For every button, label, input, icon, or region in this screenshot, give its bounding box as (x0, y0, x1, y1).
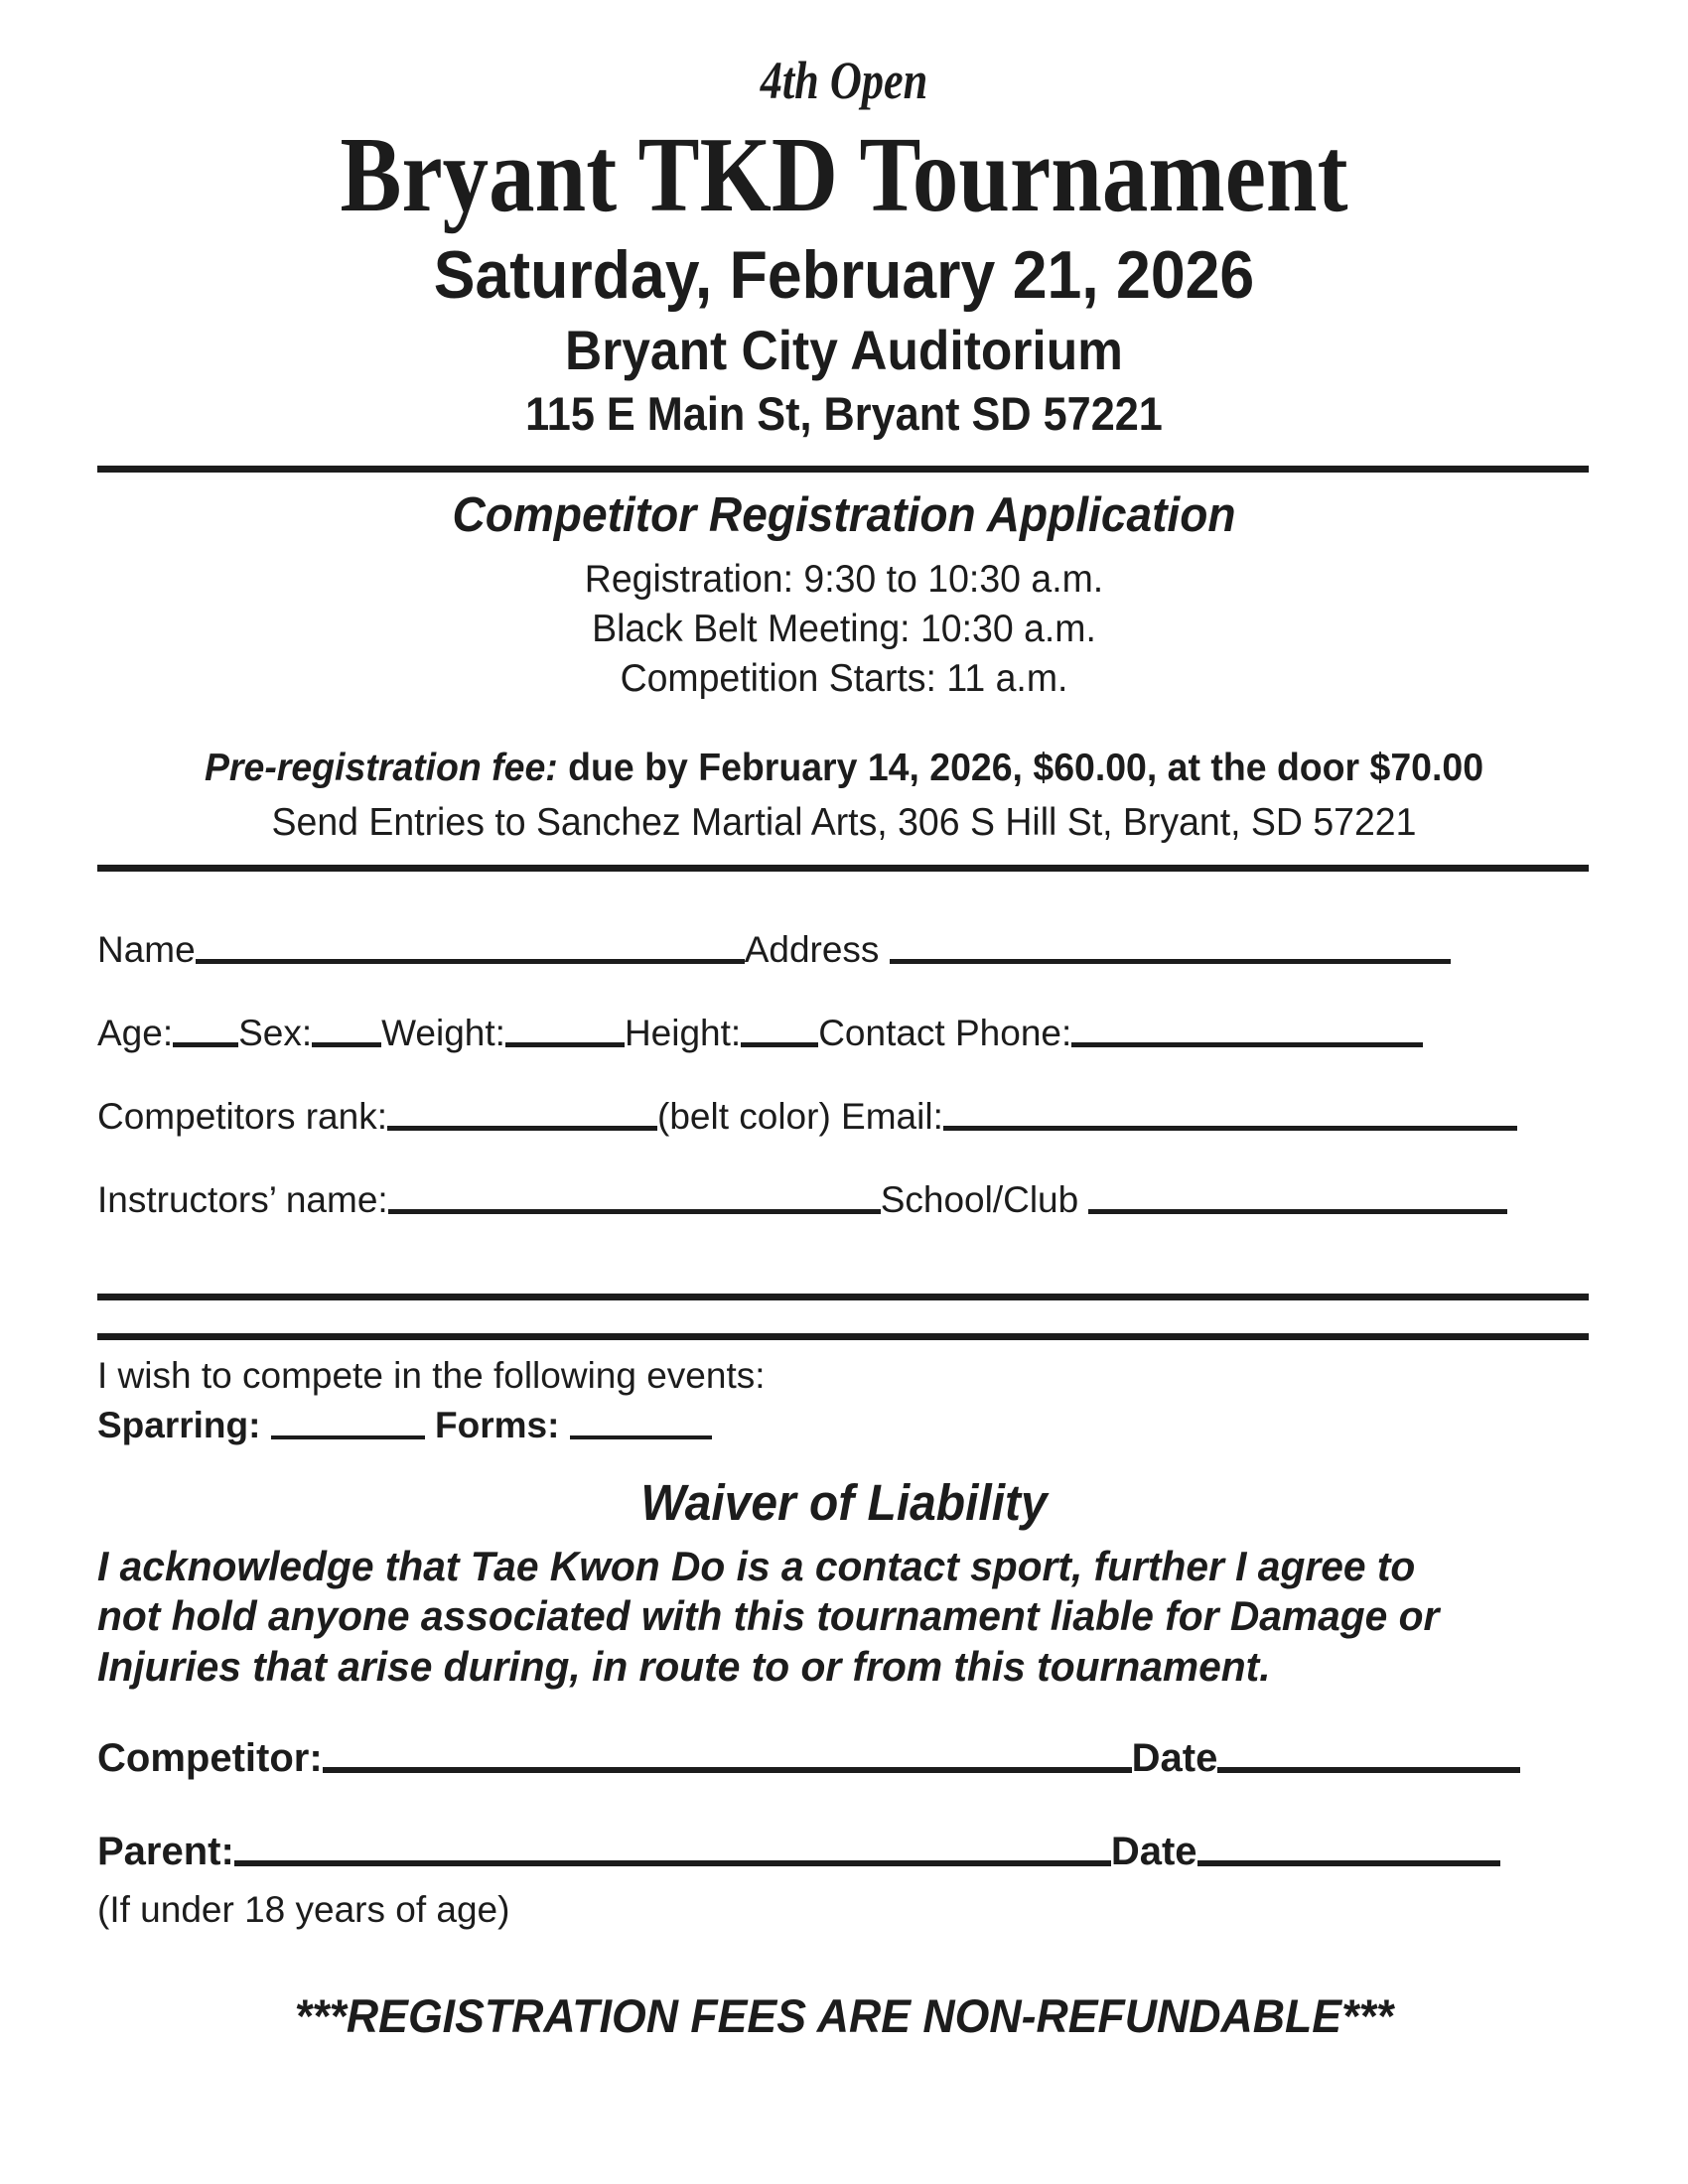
contact-phone-label: Contact Phone: (818, 1012, 1072, 1053)
schedule-item-registration: Registration: 9:30 to 10:30 a.m. (584, 558, 1104, 602)
signature-row-parent (97, 1830, 1589, 1874)
height-label: Height: (624, 1012, 742, 1053)
waiver-line-3: Injuries that arise during, in route to or from this tournament. (97, 1643, 1271, 1691)
forms-label: Forms: (435, 1404, 560, 1445)
events-selection-row (97, 1403, 1589, 1448)
instructor-label: Instructors’ name: (97, 1178, 388, 1220)
event-title: Bryant TKD Tournament (340, 116, 1348, 234)
forms-input[interactable] (570, 1435, 712, 1439)
fee-detail-text: due by February 14, 2026, $60.00, at the door $70.00 (557, 746, 1484, 789)
competitor-date-label: Date (1131, 1736, 1218, 1781)
divider-double-lower (97, 1333, 1589, 1340)
rank-input[interactable] (387, 1126, 657, 1131)
event-venue-address: 115 E Main St, Bryant SD 57221 (525, 387, 1163, 441)
form-row-name-address (97, 928, 1589, 970)
fee-line (34, 748, 1654, 790)
event-kicker: 4th Open (760, 51, 928, 110)
schedule-item-competition-start: Competition Starts: 11 a.m. (620, 656, 1068, 700)
address-label: Address (744, 928, 890, 970)
belt-color-email-label: (belt color) Email: (657, 1095, 943, 1137)
name-label: Name (97, 928, 196, 970)
application-heading: Competitor Registration Application (452, 487, 1236, 542)
form-row-age-sex-weight-height-phone (97, 1012, 1589, 1053)
minor-note: (If under 18 years of age) (97, 1889, 510, 1931)
age-label: Age: (97, 1012, 174, 1053)
age-input[interactable] (173, 1042, 238, 1047)
registration-form (97, 928, 1589, 1220)
sparring-input[interactable] (271, 1435, 425, 1439)
event-venue: Bryant City Auditorium (565, 318, 1123, 381)
schedule-list (0, 555, 1688, 704)
school-club-input[interactable] (1088, 1209, 1507, 1214)
name-input[interactable] (196, 959, 745, 964)
event-date: Saturday, February 21, 2026 (433, 237, 1255, 314)
parent-signature-label: Parent: (97, 1830, 234, 1874)
form-row-instructor-school (97, 1178, 1589, 1220)
waiver-line-2: not hold anyone associated with this tournament liable for Damage or (97, 1592, 1440, 1640)
divider-mid (97, 865, 1589, 872)
height-input[interactable] (741, 1042, 818, 1047)
schedule-item-black-belt-meeting: Black Belt Meeting: 10:30 a.m. (592, 608, 1096, 651)
send-entries-line: Send Entries to Sanchez Martial Arts, 306 S Hill St, Bryant, SD 57221 (271, 800, 1417, 844)
waiver-body (97, 1542, 1589, 1693)
form-row-rank-email (97, 1095, 1589, 1137)
parent-date-label: Date (1110, 1830, 1197, 1874)
weight-input[interactable] (505, 1042, 625, 1047)
signature-section (97, 1736, 1589, 1931)
weight-label: Weight: (381, 1012, 505, 1053)
school-club-label: School/Club (880, 1178, 1089, 1220)
competitor-signature-input[interactable] (323, 1767, 1132, 1773)
parent-signature-input[interactable] (234, 1860, 1111, 1866)
divider-double-upper (97, 1294, 1589, 1300)
divider-top (97, 466, 1589, 473)
competitor-date-input[interactable] (1217, 1767, 1520, 1773)
flyer-header (0, 0, 1688, 439)
signature-row-competitor (97, 1736, 1589, 1781)
sex-label: Sex: (238, 1012, 313, 1053)
sex-input[interactable] (312, 1042, 381, 1047)
events-section (97, 1353, 1589, 1449)
waiver-heading: Waiver of Liability (640, 1474, 1048, 1532)
address-input[interactable] (890, 959, 1451, 964)
waiver-line-1: I acknowledge that Tae Kwon Do is a contact sport, further I agree to (97, 1542, 1416, 1589)
instructor-input[interactable] (388, 1209, 881, 1214)
rank-label: Competitors rank: (97, 1095, 387, 1137)
competitor-signature-label: Competitor: (97, 1736, 323, 1781)
non-refundable-notice: ***REGISTRATION FEES ARE NON-REFUNDABLE*** (294, 1989, 1394, 2043)
contact-phone-input[interactable] (1071, 1042, 1423, 1047)
fee-lead-text: Pre-registration fee: (204, 746, 558, 789)
email-input[interactable] (943, 1126, 1517, 1131)
events-intro: I wish to compete in the following events: (97, 1354, 766, 1396)
sparring-label: Sparring: (97, 1404, 261, 1445)
parent-date-input[interactable] (1197, 1860, 1500, 1866)
